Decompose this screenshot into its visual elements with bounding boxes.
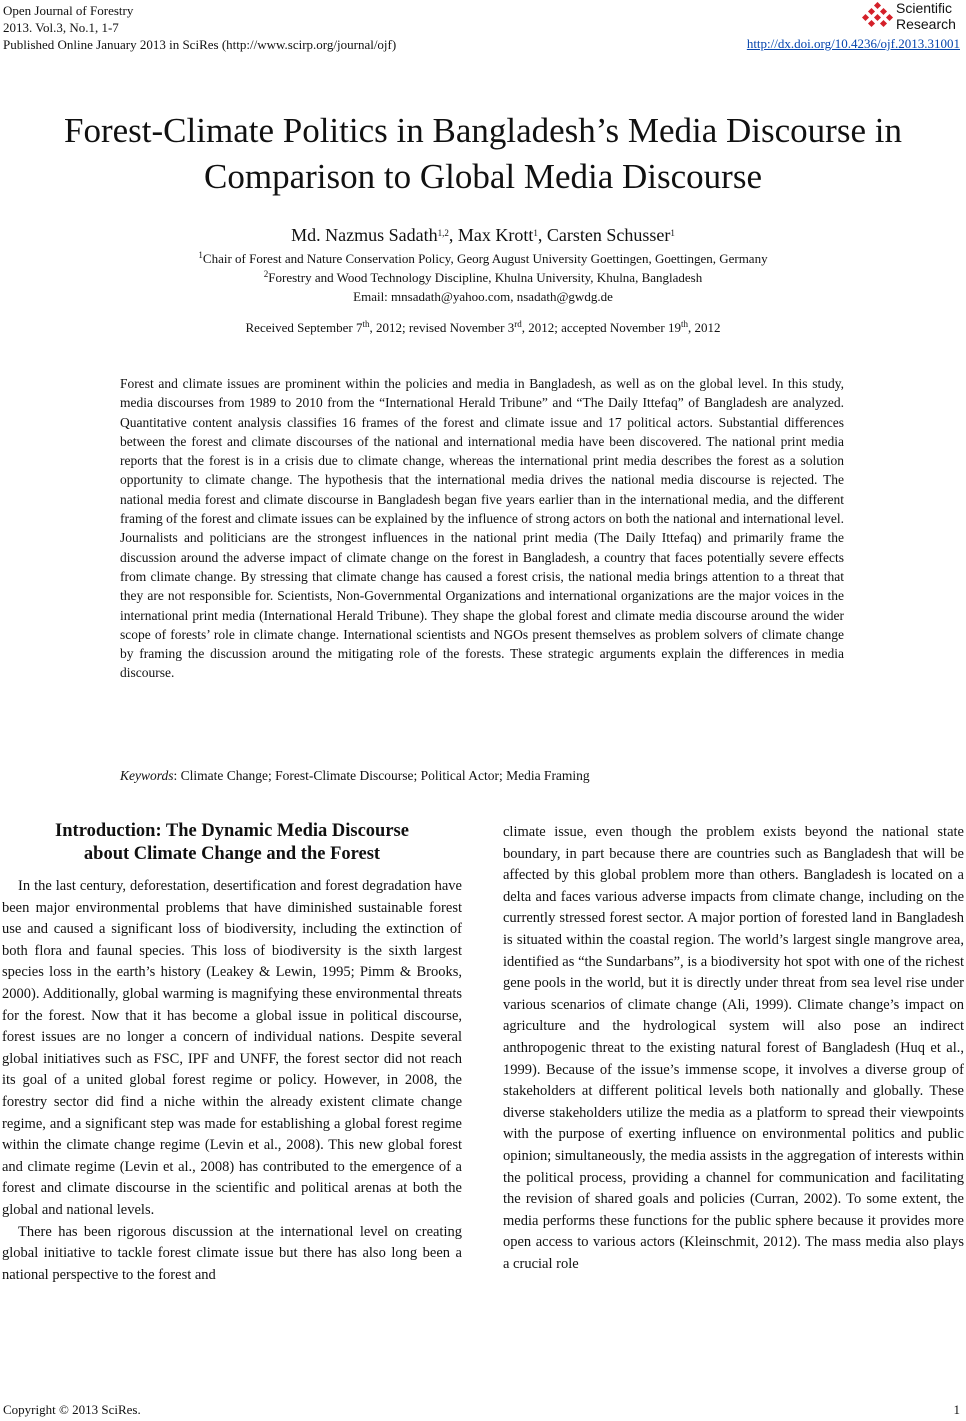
paper-title (0, 108, 966, 200)
accepted-text: , 2012; accepted November 19 (521, 320, 681, 335)
logo-text-line1: Scientific (896, 0, 953, 16)
body-paragraph: There has been rigorous discussion at the international level on creating global initiative to tackle forest climate issue but there has also long been a national perspective to the forest and (2, 1223, 462, 1283)
publication-info: Published Online January 2013 in SciRes (http://www.scirp.org/journal/ojf) (3, 37, 397, 52)
page-number: 1 (953, 1402, 960, 1417)
logo-text-line2: Research (896, 16, 956, 32)
logo-diamond-icon (862, 2, 894, 30)
author-affiliation-marker: 1 (533, 228, 538, 238)
affiliation-text: Chair of Forest and Nature Conservation Policy, Georg August University Goettingen, Goettingen, Germany (202, 251, 768, 266)
revised-text: , 2012; revised November 3 (369, 320, 515, 335)
author-name: Max Krott (457, 225, 534, 245)
left-column (2, 876, 462, 1286)
doi-link[interactable]: http://dx.doi.org/10.4236/ojf.2013.31001 (746, 36, 960, 51)
affiliations (0, 249, 966, 306)
author-email: Email: mnsadath@yahoo.com, nsadath@gwdg.de (353, 289, 613, 304)
year-text: , 2012 (687, 320, 721, 335)
received-dates (0, 320, 966, 336)
affiliation-marker: 1 (198, 250, 203, 260)
author-affiliation-marker: 1,2 (437, 228, 449, 238)
affiliation-text: Forestry and Wood Technology Discipline, Khulna University, Khulna, Bangladesh (268, 270, 703, 285)
abstract: Forest and climate issues are prominent within the policies and media in Bangladesh, as well as on the global level. In this study, media discourses from 1989 to 2010 from the “International Herald Tribune” and “The Daily Ittefaq” of Bangladesh are analyzed. Quantitative content analysis classifies 16 frames of the forest and climate issue and 17 political actors. Substantial differences between the forest and climate discourses of the national and international media have been discovered. The national print media reports that the forest is in a crisis due to climate change, whereas the international print media describes the forest as a solution opportunity to climate change. The hypothesis that the international media drives the national media discourse is rejected. The national media forest and climate discourse in Bangladesh began five years earlier than in the international media, and the different framing of the forest and climate issues can be explained by the influence of strong actors on both the national and international level. Journalists and politicians are the strongest influences in the national print media (The Daily Ittefaq) and primarily frame the discussion around the adverse impact of climate change on the forest in Bangladesh, a country that faces potentially severe effects from climate change. By stressing that climate change has caused a forest crisis, the national media brings attention to a threat that they are not responsible for. Scientists, Non-Governmental Organizations and international organizations are the major voices in the international print media (International Herald Tribune). They shape the global forest and climate media discourse around the wider scope of forests’ role in climate change. International scientists and NGOs present themselves as problem solvers of climate change by framing the discussion around the mitigating role of the forests. These strategic arguments explain the differences in media discourse. (120, 376, 844, 681)
section-heading-line-2: about Climate Change and the Forest (83, 844, 381, 864)
section-heading-line-1: Introduction: The Dynamic Media Discourse (55, 821, 409, 841)
affiliation-2 (0, 268, 966, 287)
keywords-label: Keywords (120, 768, 174, 783)
ordinal-suffix: th (680, 319, 688, 329)
author-affiliation-marker: 1 (670, 228, 675, 238)
affiliation-marker: 2 (263, 269, 269, 279)
ordinal-suffix: th (362, 319, 370, 329)
title-line-1: Forest-Climate Politics in Bangladesh’s Media Discourse in (64, 111, 902, 150)
journal-name: Open Journal of Forestry (3, 3, 134, 18)
journal-header (3, 2, 396, 53)
author-name: Md. Nazmus Sadath (291, 225, 438, 245)
author-name: Carsten Schusser (546, 225, 671, 245)
title-line-2: Comparison to Global Media Discourse (204, 157, 762, 196)
received-text: Received September 7 (245, 320, 363, 335)
ordinal-suffix: rd (514, 319, 522, 329)
copyright-footer: Copyright © 2013 SciRes. (3, 1402, 141, 1417)
body-paragraph: In the last century, deforestation, desertification and forest degradation have been major environmental problems that have diminished sustainable forest use and caused a significant loss of biodiversity, including the extinction of both flora and faunal species. This loss of biodiversity is the sixth largest species loss in the earth’s history (Leakey & Lewin, 1995; Pimm & Brooks, 2000). Additionally, global warming is magnifying these environmental threats for the forest. Now that it has become a global issue in political discourse, forest issues are no longer a concern of individual nations. Despite several global initiatives such as FSC, IPF and UNFF, the forest sector did not reach its goal of a united global forest regime or policy. However, in 2008, the forestry sector did find a niche within the already existent climate change regime, and a significant step was made for establishing a global forest regime within the climate change regime (Levin et al., 2008). This new global forest and climate regime (Levin et al., 2008) has contributed to the emergence of a forest and climate discourse in the scientific and political arenas at both the global and national levels. (2, 878, 462, 1218)
scientific-research-logo (862, 0, 962, 36)
section-heading (2, 820, 462, 866)
keywords-list: : Climate Change; Forest-Climate Discourse; Political Actor; Media Framing (173, 768, 590, 783)
keywords (120, 766, 844, 786)
affiliation-1 (0, 249, 966, 268)
author-list: Md. Nazmus Sadath$^{1,2}$, Max Krott$^1$, Carsten Schusser$^1$ (291, 225, 675, 245)
body-paragraph: climate issue, even though the problem exists beyond the national state boundary, in part because there are countries such as Bangladesh that will be affected by this global problem more than others. Bangladesh is located on a delta and faces various adverse impacts from climate change, including on the currently stressed forest sector. A major portion of forested land in Bangladesh is situated within the coastal region. The world’s largest single mangrove area, identified as “the Sundarbans”, is a biodiversity hot spot with one of the richest gene pools in the world, but it is directly under threat from sea level rise under various scenarios of climate change (Ali, 1999). Climate change’s impact on agriculture and the hydrological system will also pose an indirect anthropogenic threat to the existing natural forest of Bangladesh (Huq et al., 1999). Because of the issue’s immense scope, it involves a diverse group of stakeholders at different political levels both nationally and globally. These diverse stakeholders utilize the media as a platform to spread their viewpoints with the purpose of exerting influence on environmental politics and public opinion; simultaneously, the media assists in the aggregation of interests within the political process, providing a channel for communication and facilitating the revision of shared goals and policies (Curran, 2002). To some extent, the media performs these functions for the public sphere because it provides more open access to various actors (Kleinschmit, 2012). The mass media also plays a crucial role (503, 824, 964, 1272)
right-column (503, 822, 964, 1275)
journal-volume: 2013. Vol.3, No.1, 1-7 (3, 20, 119, 35)
